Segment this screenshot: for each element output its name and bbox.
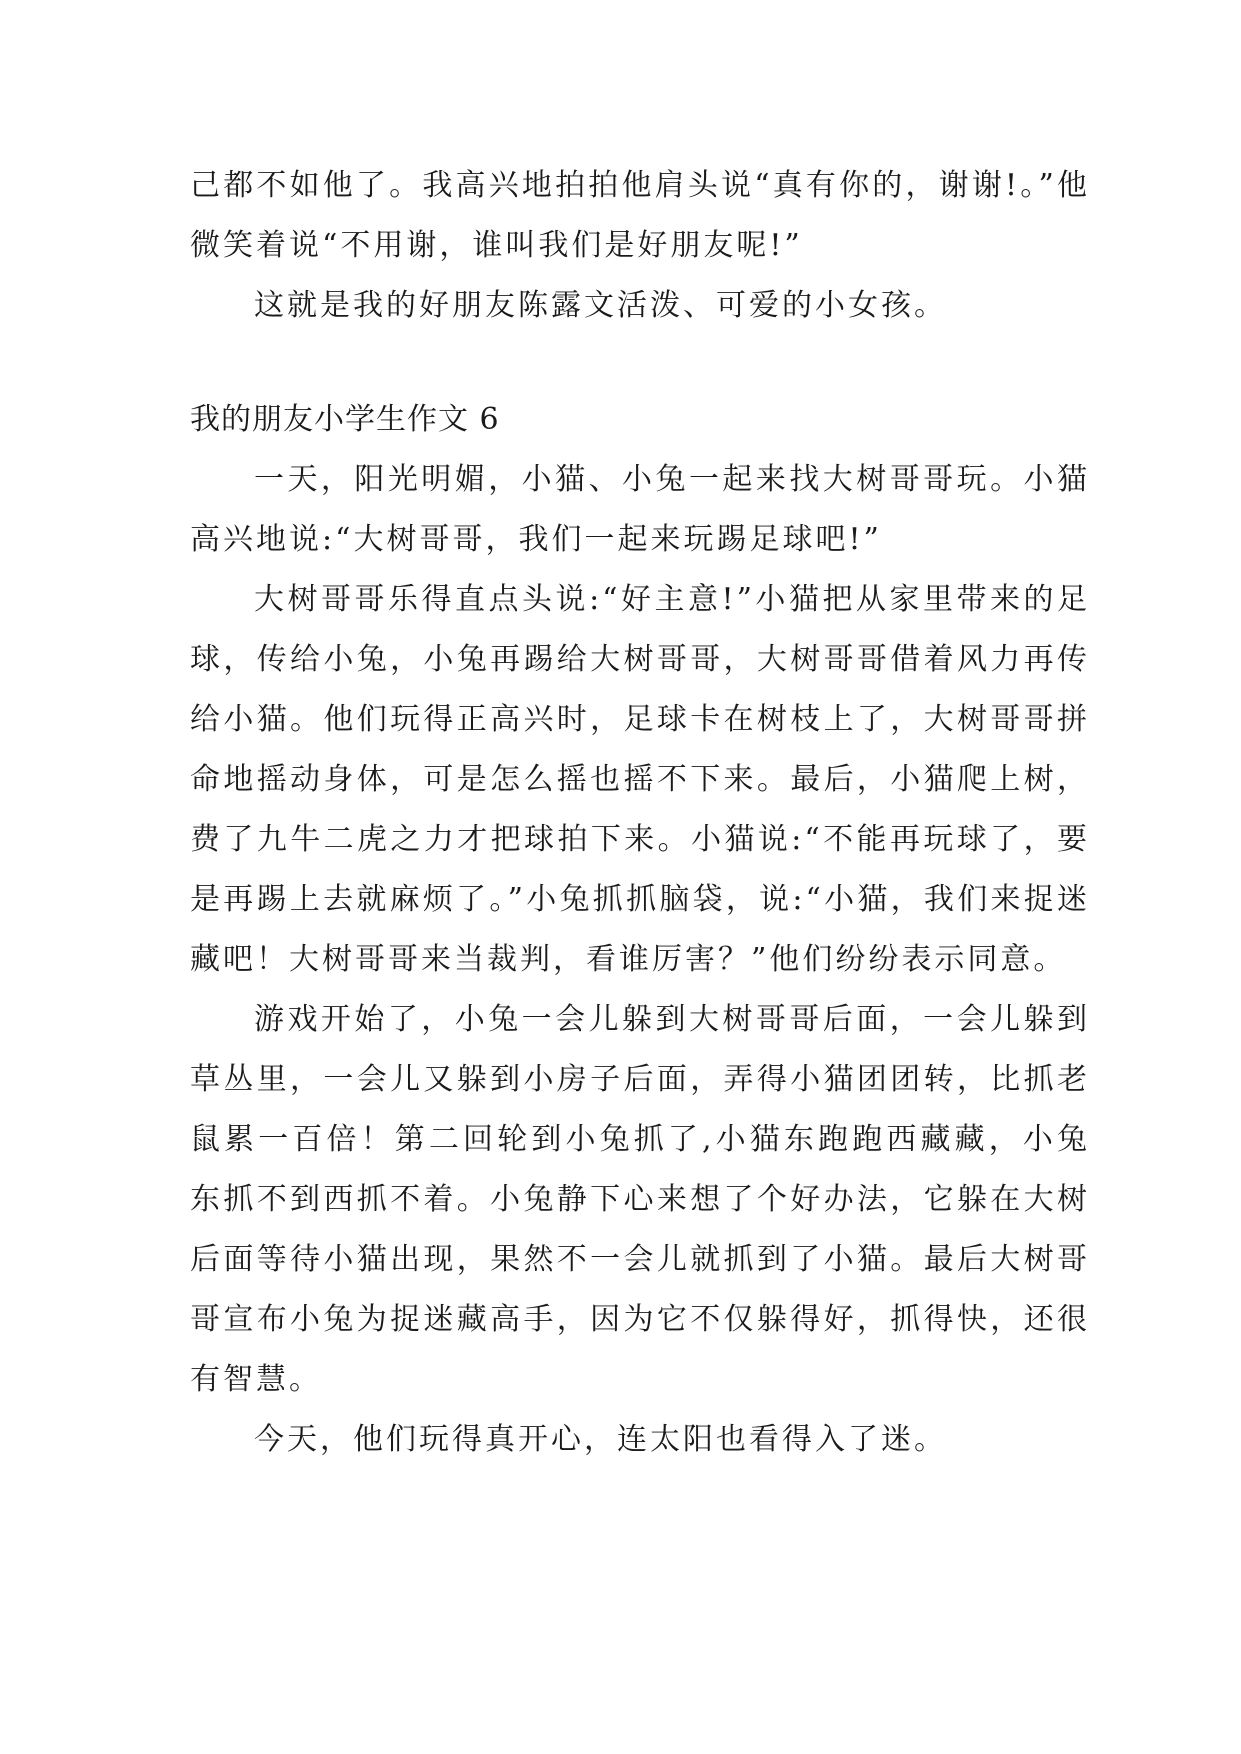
paragraph: 这就是我的好朋友陈露文活泼、可爱的小女孩。	[254, 288, 947, 323]
paragraph: 今天，他们玩得真开心，连太阳也看得入了迷。	[254, 1422, 947, 1457]
essay-section	[190, 390, 1090, 1470]
paragraph: 一天，阳光明媚，小猫、小兔一起来找大树哥哥玩。小猫高兴地说:“大树哥哥，我们一起来玩踢足球吧!”	[190, 462, 1090, 557]
previous-essay-ending	[190, 156, 1090, 336]
paragraph: 大树哥哥乐得直点头说:“好主意!”小猫把从家里带来的足球，传给小兔，小兔再踢给大树哥哥，大树哥哥借着风力再传给小猫。他们玩得正高兴时，足球卡在树枝上了，大树哥哥拼命地摇动身体，可是怎么摇也摇不下来。最后，小猫爬上树，费了九牛二虎之力才把球拍下来。小猫说:“不能再玩球了，要是再踢上去就麻烦了。”小兔抓抓脑袋，说:“小猫，我们来捉迷藏吧！大树哥哥来当裁判，看谁厉害？”他们纷纷表示同意。	[190, 582, 1090, 977]
paragraph: 己都不如他了。我高兴地拍拍他肩头说“真有你的，谢谢!。”他微笑着说“不用谢，谁叫我们是好朋友呢!”	[190, 168, 1090, 263]
section-title: 我的朋友小学生作文 6	[190, 402, 500, 437]
paragraph: 游戏开始了，小兔一会儿躲到大树哥哥后面，一会儿躲到草丛里，一会儿又躲到小房子后面，弄得小猫团团转，比抓老鼠累一百倍！第二回轮到小兔抓了,小猫东跑跑西藏藏，小兔东抓不到西抓不着。小兔静下心来想了个好办法，它躲在大树后面等待小猫出现，果然不一会儿就抓到了小猫。最后大树哥哥宣布小兔为捉迷藏高手，因为它不仅躲得好，抓得快，还很有智慧。	[190, 1002, 1090, 1397]
